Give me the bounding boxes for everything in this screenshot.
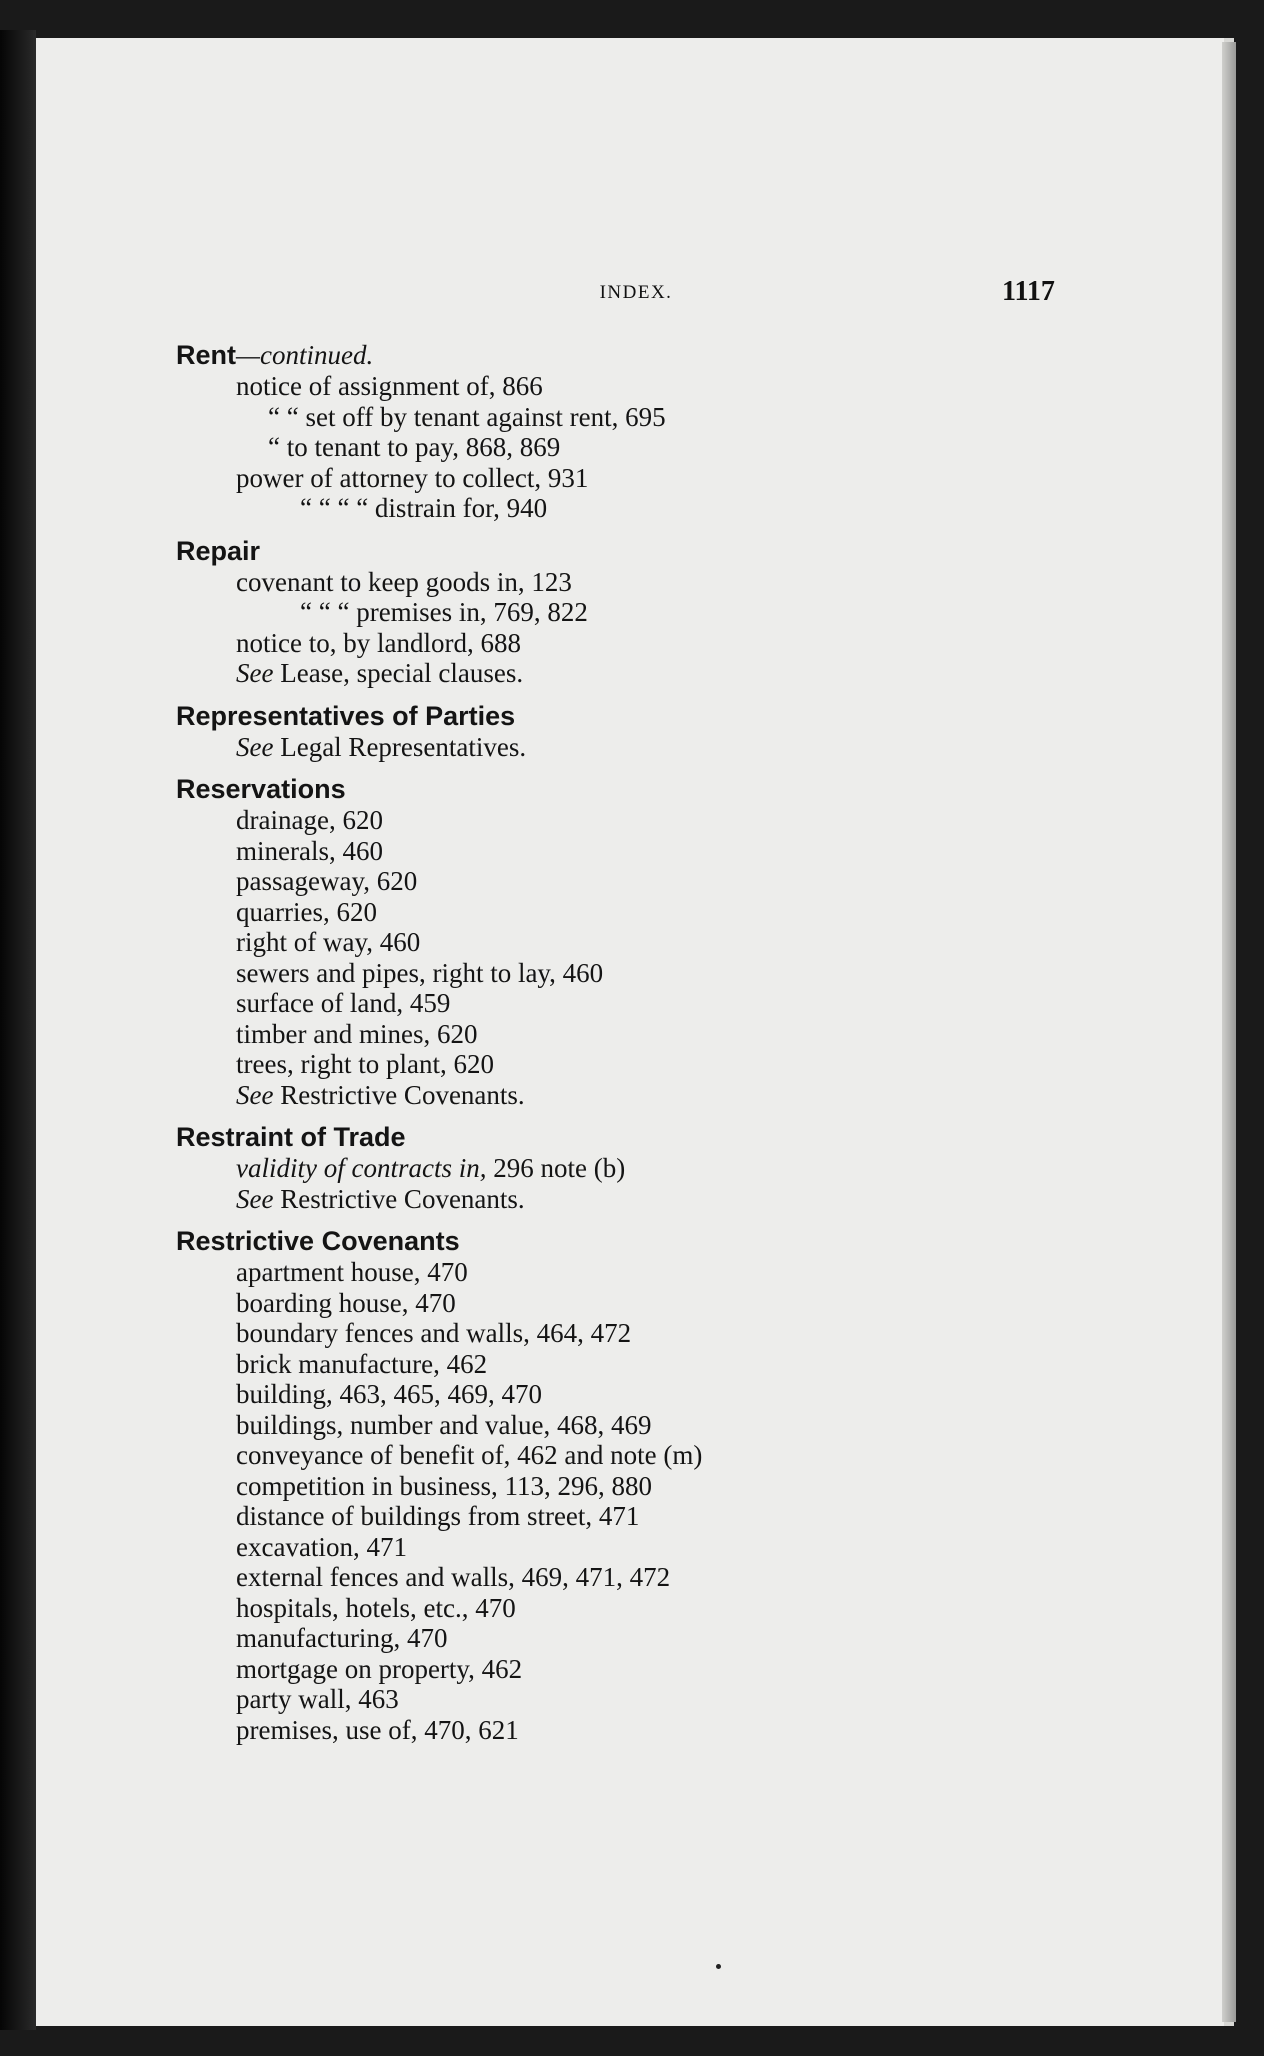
subentry-text: boarding house, 470 (236, 1287, 456, 1318)
subentry-text: building, 463, 465, 469, 470 (236, 1379, 543, 1409)
subentry-line (36, 1532, 1234, 1563)
index-list (36, 340, 1234, 1757)
subentry-text: distance of buildings from street, 471 (236, 1501, 640, 1531)
subentry-line (36, 658, 1234, 689)
subentry-text: apartment house, 470 (236, 1257, 468, 1287)
entry-heading (36, 701, 1234, 732)
subentry-text: excavation, 471 (236, 1531, 407, 1562)
cross-reference-label: See (236, 1183, 274, 1214)
entry-heading (36, 774, 1234, 805)
cross-reference-label: validity of contracts in, (236, 1153, 487, 1183)
subentry-line (36, 988, 1234, 1019)
subentry-text: Lease, special clauses. (273, 658, 524, 688)
subentry-line (36, 927, 1234, 958)
index-entry (36, 701, 1234, 763)
subentry-line (36, 1562, 1234, 1593)
subentry-line (36, 805, 1234, 836)
index-entry (36, 340, 1234, 524)
cross-reference-label: See (236, 658, 274, 688)
subentry-text: buildings, number and value, 468, 469 (236, 1409, 652, 1440)
heading-text: Reservations (176, 774, 346, 804)
index-entry (36, 1226, 1234, 1745)
index-entry (36, 536, 1234, 689)
subentry-line (36, 597, 1234, 628)
book-page (36, 38, 1234, 2026)
subentry-line (36, 493, 1234, 524)
subentry-line (36, 1318, 1234, 1349)
subentry-text: sewers and pipes, right to lay, 460 (236, 957, 604, 988)
subentry-line (36, 567, 1234, 598)
subentry-line (36, 958, 1234, 989)
subentry-text: timber and mines, 620 (236, 1018, 478, 1049)
subentry-text: mortgage on property, 462 (236, 1653, 523, 1684)
subentry-line (36, 866, 1234, 897)
subentry-text: trees, right to plant, 620 (236, 1049, 494, 1079)
entry-heading (36, 1122, 1234, 1153)
subentry-line (36, 1471, 1234, 1502)
subentry-text: surface of land, 459 (236, 988, 451, 1018)
subentry-line (36, 1501, 1234, 1532)
subentry-text: 296 note (b) (486, 1153, 626, 1183)
subentry-line (36, 1379, 1234, 1410)
subentry-line (36, 1257, 1234, 1288)
subentry-line (36, 1593, 1234, 1624)
heading-continued: —continued. (236, 340, 374, 370)
subentry-line (36, 1288, 1234, 1319)
subentry-text: “ “ “ “ distrain for, 940 (300, 493, 548, 523)
subentry-text: Restrictive Covenants. (273, 1079, 525, 1110)
subentry-text: party wall, 463 (236, 1684, 399, 1714)
subentry-line (36, 1410, 1234, 1441)
subentry-text: manufacturing, 470 (236, 1623, 448, 1653)
subentry-text: minerals, 460 (236, 835, 383, 866)
subentry-text: passageway, 620 (236, 866, 418, 896)
index-entry (36, 1122, 1234, 1214)
subentry-text: power of attorney to collect, 931 (236, 462, 589, 493)
subentry-line (36, 836, 1234, 867)
subentry-line (36, 371, 1234, 402)
heading-text: Rent (176, 340, 236, 370)
subentry-line (36, 1049, 1234, 1080)
cross-reference-label: See (236, 731, 274, 762)
subentry-line (36, 1684, 1234, 1715)
subentry-text: quarries, 620 (236, 896, 377, 927)
cross-reference-label: See (236, 1079, 274, 1110)
subentry-text: external fences and walls, 469, 471, 472 (236, 1562, 671, 1592)
subentry-line (36, 1080, 1234, 1111)
subentry-line (36, 1184, 1234, 1215)
subentry-text: Legal Representatives. (273, 731, 527, 762)
heading-text: Restraint of Trade (176, 1122, 406, 1152)
subentry-line (36, 432, 1234, 463)
subentry-line (36, 1440, 1234, 1471)
subentry-text: “ to tenant to pay, 868, 869 (268, 432, 561, 462)
entry-heading (36, 1226, 1234, 1257)
subentry-line (36, 732, 1234, 763)
subentry-text: notice of assignment of, 866 (236, 371, 543, 401)
subentry-line (36, 1349, 1234, 1380)
subentry-line (36, 1654, 1234, 1685)
subentry-text: covenant to keep goods in, 123 (236, 566, 572, 597)
subentry-text: boundary fences and walls, 464, 472 (236, 1318, 632, 1348)
subentry-text: brick manufacture, 462 (236, 1348, 488, 1379)
subentry-text: Restrictive Covenants. (273, 1183, 525, 1214)
subentry-line (36, 402, 1234, 433)
subentry-text: premises, use of, 470, 621 (236, 1714, 519, 1745)
subentry-line (36, 1715, 1234, 1746)
heading-text: Representatives of Parties (176, 700, 516, 731)
running-title: INDEX. (599, 282, 673, 303)
subentry-text: competition in business, 113, 296, 880 (236, 1470, 652, 1501)
heading-text: Repair (176, 535, 261, 566)
subentry-line (36, 1019, 1234, 1050)
subentry-text: notice to, by landlord, 688 (236, 627, 521, 658)
specks (716, 1964, 721, 1969)
subentry-text: right of way, 460 (236, 927, 421, 957)
subentry-text: hospitals, hotels, etc., 470 (236, 1592, 516, 1623)
index-entry (36, 774, 1234, 1110)
subentry-text: drainage, 620 (236, 805, 383, 835)
heading-text: Restrictive Covenants (176, 1226, 460, 1256)
subentry-text: “ “ set off by tenant against rent, 695 (268, 401, 666, 432)
subentry-line (36, 463, 1234, 494)
entry-heading (36, 340, 1234, 371)
subentry-line (36, 897, 1234, 928)
page-edge (1222, 42, 1236, 2022)
subentry-text: “ “ “ premises in, 769, 822 (300, 597, 588, 627)
subentry-line (36, 628, 1234, 659)
page-number: 1117 (1002, 276, 1055, 307)
subentry-line (36, 1623, 1234, 1654)
subentry-text: conveyance of benefit of, 462 and note (m) (236, 1440, 703, 1470)
subentry-line (36, 1153, 1234, 1184)
scan-left-edge (0, 30, 36, 2030)
entry-heading (36, 536, 1234, 567)
